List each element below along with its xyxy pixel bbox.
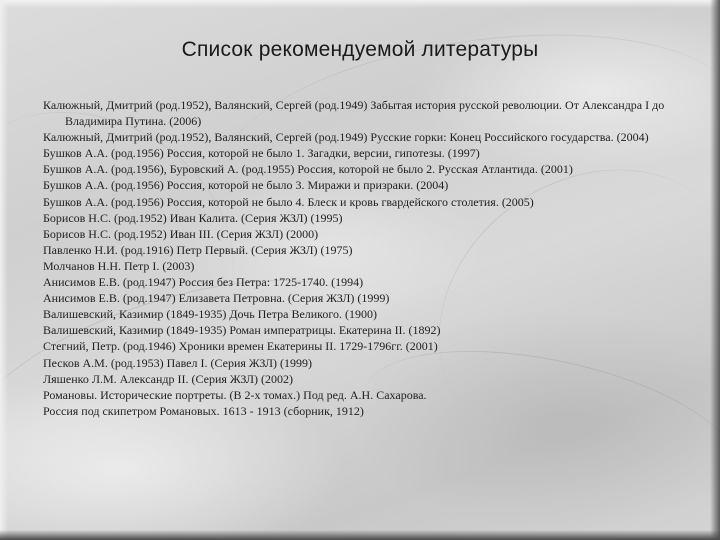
reference-item: Бушков А.А. (род.1956) Россия, которой не было 3. Миражи и призраки. (2004) <box>43 178 449 193</box>
reference-item: Стегний, Петр. (род.1946) Хроники времен Екатерины II. 1729-1796гг. (2001) <box>43 339 438 354</box>
reference-item: Молчанов Н.Н. Петр I. (2003) <box>43 258 195 273</box>
reference-item: Анисимов Е.В. (род.1947) Россия без Петра: 1725-1740. (1994) <box>43 275 364 290</box>
reference-item: Валишевский, Казимир (1849-1935) Роман императрицы. Екатерина II. (1892) <box>43 323 441 338</box>
reference-item: Калюжный, Дмитрий (род.1952), Валянский, Сергей (род.1949) Русские горки: Конец Российского государства. (2004) <box>43 130 649 145</box>
reference-item: Бушков А.А. (род.1956), Буровский А. (род.1955) Россия, которой не было 2. Русская Атлантида. (2001) <box>43 162 573 177</box>
reference-item: Бушков А.А. (род.1956) Россия, которой не было 4. Блеск и кровь гвардейского столетия. (2005) <box>43 194 534 209</box>
reference-item: Борисов Н.С. (род.1952) Иван Калита. (Серия ЖЗЛ) (1995) <box>43 210 343 225</box>
reference-item: Валишевский, Казимир (1849-1935) Дочь Петра Великого. (1900) <box>43 307 378 322</box>
slide-bevel-bottom <box>0 530 720 540</box>
reference-item: Калюжный, Дмитрий (род.1952), Валянский, Сергей (род.1949) Забытая история русской революции. От Александра I до Владимира Путина. (2006) <box>43 98 665 129</box>
slide-title: Список рекомендуемой литературы <box>181 38 539 61</box>
reference-item: Россия под скипетром Романовых. 1613 - 1913 (сборник, 1912) <box>43 403 364 418</box>
reference-item: Бушков А.А. (род.1956) Россия, которой не было 1. Загадки, версии, гипотезы. (1997) <box>43 146 480 161</box>
reference-item: Романовы. Исторические портреты. (В 2-х томах.) Под ред. А.Н. Сахарова. <box>43 387 427 402</box>
reference-item: Песков А.М. (род.1953) Павел I. (Серия ЖЗЛ) (1999) <box>43 355 312 370</box>
reference-item: Анисимов Е.В. (род.1947) Елизавета Петровна. (Серия ЖЗЛ) (1999) <box>43 291 390 306</box>
reference-item: Борисов Н.С. (род.1952) Иван III. (Серия ЖЗЛ) (2000) <box>43 226 319 241</box>
slide-bevel-right <box>710 0 720 540</box>
slide-bevel-top <box>0 0 720 8</box>
reference-item: Павленко Н.И. (род.1916) Петр Первый. (Серия ЖЗЛ) (1975) <box>43 242 353 257</box>
reference-item: Ляшенко Л.М. Александр II. (Серия ЖЗЛ) (2002) <box>43 371 293 386</box>
slide-bevel-left <box>0 0 8 540</box>
reference-list <box>43 97 683 419</box>
